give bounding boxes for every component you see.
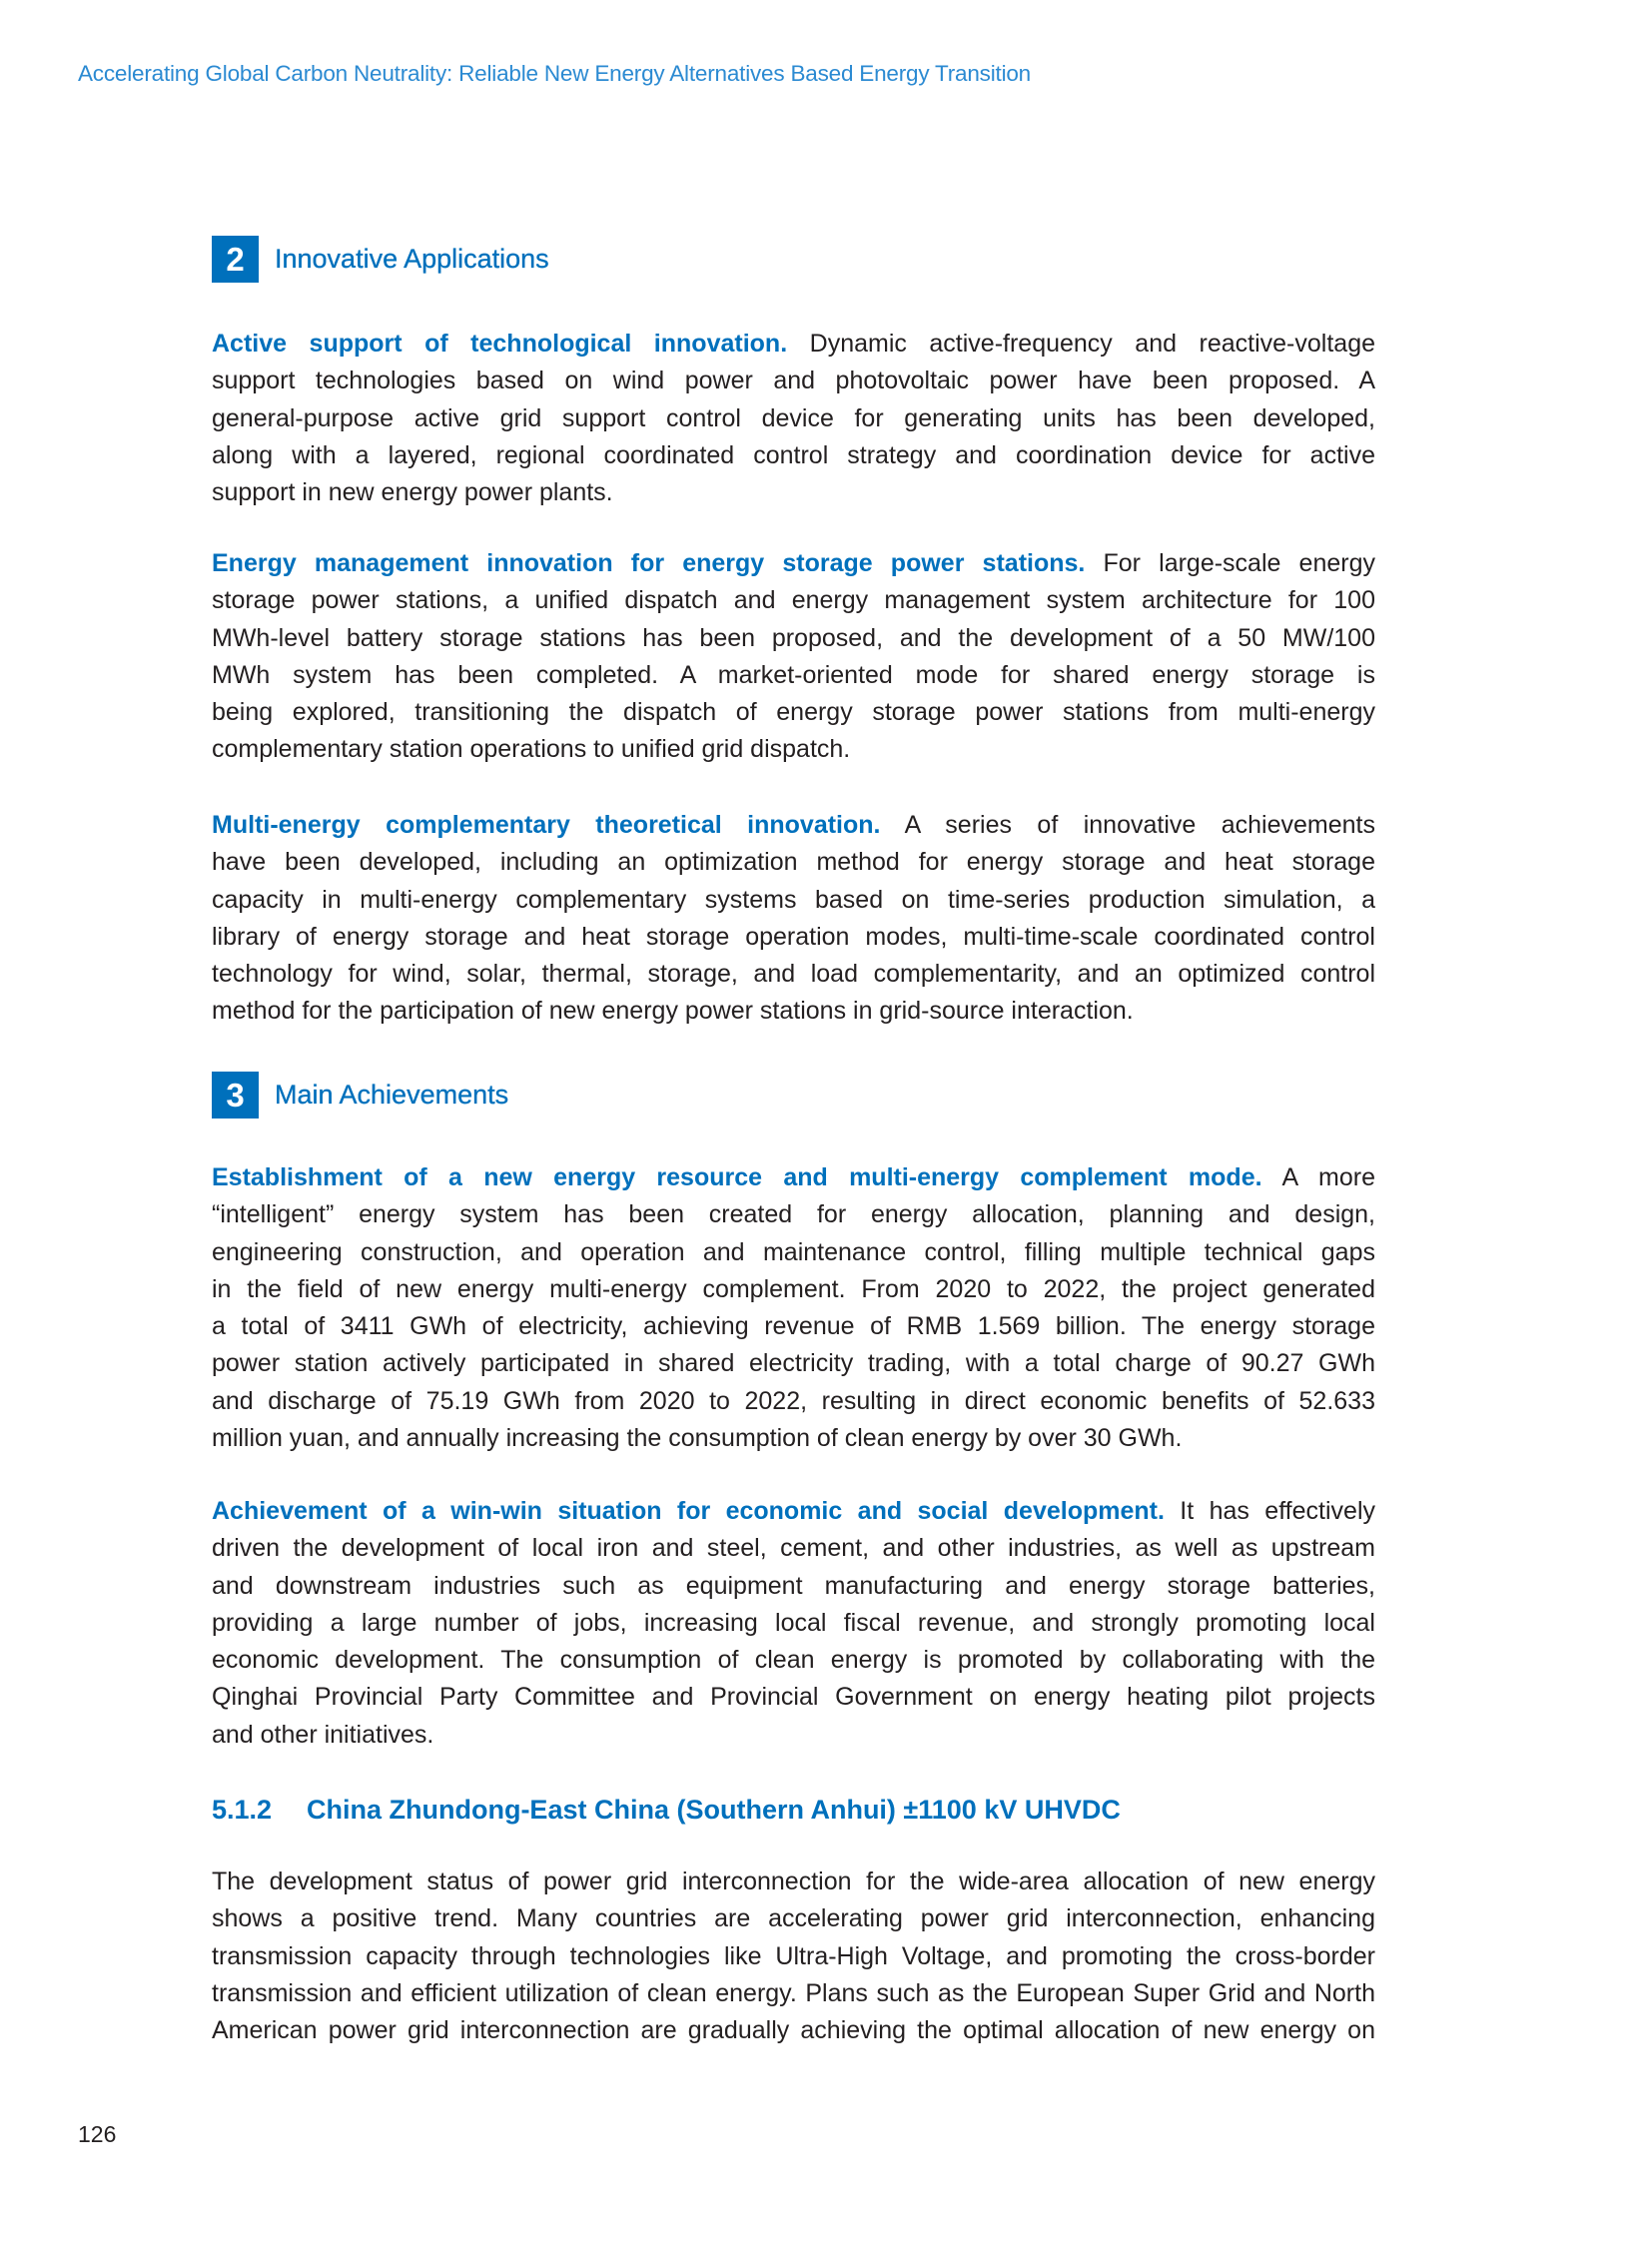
running-header: Accelerating Global Carbon Neutrality: Reliable New Energy Alternatives Based Energy Transition <box>78 61 1031 86</box>
page-number: 126 <box>78 2121 117 2147</box>
paragraph-lead: Energy management innovation for energy storage power stations. <box>212 549 1086 577</box>
paragraph-grid-interconnection: The development status of power grid interconnection for the wide-area allocation of new energy shows a positive trend. Many countries are accelerating power grid interconnection, enhancing transmission capacity through technologies like Ultra-High Voltage, and promoting the cross-border transmission and efficient utilization of clean energy. Plans such as the European Super Grid and North American power grid interconnection are gradually achieving the optimal allocation of new energy on <box>212 1868 1375 2045</box>
section-title: Innovative Applications <box>275 244 549 274</box>
section-number-badge: 2 <box>212 236 259 283</box>
paragraph-lead: Multi-energy complementary theoretical innovation. <box>212 811 881 839</box>
paragraph-lead: Active support of technological innovation. <box>212 330 788 358</box>
subsection-number: 5.1.2 <box>212 1795 273 1825</box>
section-number-badge: 3 <box>212 1072 259 1119</box>
section-heading-main-achievements <box>212 1072 508 1119</box>
paragraph-lead: Achievement of a win-win situation for economic and social development. <box>212 1497 1165 1525</box>
paragraph-energy-management: Energy management innovation for energy storage power stations. For large-scale energy storage power stations, a unified dispatch and energy management system architecture for 100 MWh-level battery storage stations has been proposed, and the development of a 50 MW/100 MWh system has been completed. A market-oriented mode for shared energy storage is being explored, transitioning the dispatch of energy storage power stations from multi-energy complementary station operations to unified grid dispatch. <box>212 549 1375 764</box>
section-heading-innovative-applications <box>212 236 549 283</box>
paragraph-multi-energy: Multi-energy complementary theoretical innovation. A series of innovative achievements have been developed, including an optimization method for energy storage and heat storage capacity in multi-energy complementary systems based on time-series production simulation, a library of energy storage and heat storage operation modes, multi-time-scale coordinated control technology for wind, solar, thermal, storage, and load complementarity, and an optimized control method for the participation of new energy power stations in grid-source interaction. <box>212 811 1375 1026</box>
subsection-heading <box>212 1795 1121 1826</box>
paragraph-establishment: Establishment of a new energy resource and multi-energy complement mode. A more “intelligent” energy system has been created for energy allocation, planning and design, engineering construction, and operation and maintenance control, filling multiple technical gaps in the field of new energy multi-energy complement. From 2020 to 2022, the project generated a total of 3411 GWh of electricity, achieving revenue of RMB 1.569 billion. The energy storage power station actively participated in shared electricity trading, with a total charge of 90.27 GWh and discharge of 75.19 GWh from 2020 to 2022, resulting in direct economic benefits of 52.633 million yuan, and annually increasing the consumption of clean energy by over 30 GWh. <box>212 1163 1375 1453</box>
paragraph-win-win: Achievement of a win-win situation for economic and social development. It has effectively driven the development of local iron and steel, cement, and other industries, as well as upstream and downstream industries such as equipment manufacturing and energy storage batteries, providing a large number of jobs, increasing local fiscal revenue, and strongly promoting local economic development. The consumption of clean energy is promoted by collaborating with the Qinghai Provincial Party Committee and Provincial Government on energy heating pilot projects and other initiatives. <box>212 1497 1375 1749</box>
section-title: Main Achievements <box>275 1080 509 1110</box>
paragraph-active-support: Active support of technological innovation. Dynamic active-frequency and reactive-voltage support technologies based on wind power and photovoltaic power have been proposed. A general-purpose active grid support control device for generating units has been developed, along with a layered, regional coordinated control strategy and coordination device for active support in new energy power plants. <box>212 330 1375 507</box>
subsection-title: China Zhundong-East China (Southern Anhui) ±1100 kV UHVDC <box>307 1795 1121 1825</box>
paragraph-lead: Establishment of a new energy resource and multi-energy complement mode. <box>212 1163 1262 1191</box>
